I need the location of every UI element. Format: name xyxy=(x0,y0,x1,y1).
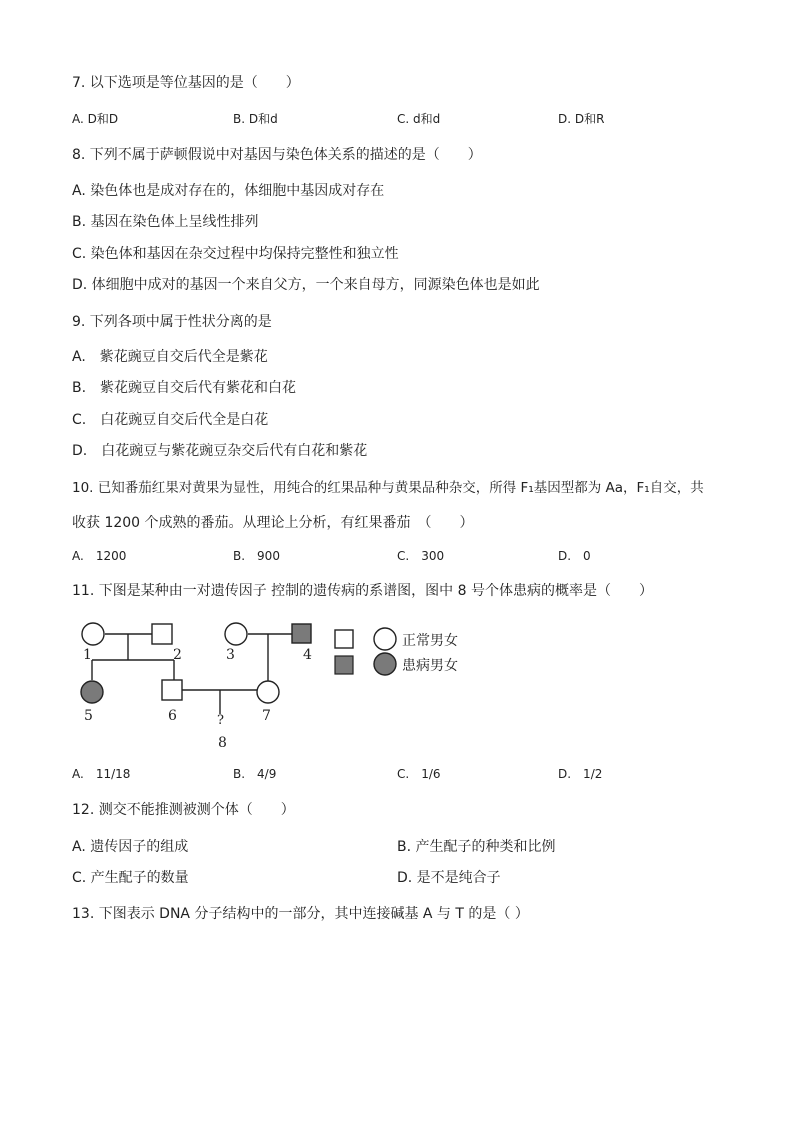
q10-option-d: D. 0 xyxy=(558,549,591,563)
legend-affected-female xyxy=(374,653,396,675)
label-8: 8 xyxy=(218,735,227,751)
q10-option-b: B. 900 xyxy=(233,549,280,563)
q8-option-c: C. 染色体和基因在杂交过程中均保持完整性和独立性 xyxy=(72,246,399,262)
q11-option-b: B. 4/9 xyxy=(233,767,277,781)
legend-normal-female xyxy=(374,628,396,650)
q11-option-c: C. 1/6 xyxy=(397,767,441,781)
individual-7-normal-female xyxy=(257,681,279,703)
individual-1-normal-female xyxy=(82,623,104,645)
label-6: 6 xyxy=(168,708,177,724)
q12-stem: 12. 测交不能推测被测个体（ ） xyxy=(72,802,295,818)
q11-option-a: A. 11/18 xyxy=(72,767,131,781)
q10-option-a: A. 1200 xyxy=(72,549,127,563)
q8-option-b: B. 基因在染色体上呈线性排列 xyxy=(72,214,259,230)
label-3: 3 xyxy=(226,647,235,663)
q9-option-a: A. 紫花豌豆自交后代全是紫花 xyxy=(72,349,268,365)
label-5: 5 xyxy=(84,708,93,724)
q7-option-c: C. d和d xyxy=(397,112,441,126)
legend-affected-male xyxy=(335,656,353,674)
q10-option-c: C. 300 xyxy=(397,549,445,563)
q9-option-d: D. 白花豌豆与紫花豌豆杂交后代有白花和紫花 xyxy=(72,443,368,459)
individual-2-normal-male xyxy=(152,624,172,644)
q7-option-a: A. D和D xyxy=(72,112,119,126)
q9-stem: 9. 下列各项中属于性状分离的是 xyxy=(72,314,272,330)
label-7: 7 xyxy=(262,708,271,724)
label-2: 2 xyxy=(173,647,182,663)
label-4: 4 xyxy=(303,647,312,663)
q7-stem: 7. 以下选项是等位基因的是（ ） xyxy=(72,75,300,91)
q10-stem-line2: 收获 1200 个成熟的番茄。从理论上分析，有红果番茄 （ ） xyxy=(72,515,474,531)
q7-option-b: B. D和d xyxy=(233,112,278,126)
q12-option-b: B. 产生配子的种类和比例 xyxy=(397,839,556,855)
q12-option-a: A. 遗传因子的组成 xyxy=(72,839,189,855)
unknown-mark: ? xyxy=(217,713,224,728)
pedigree-chart xyxy=(60,612,480,757)
individual-5-affected-female xyxy=(81,681,103,703)
q11-stem: 11. 下图是某种由一对遗传因子 控制的遗传病的系谱图，图中 8 号个体患病的概率是（ ） xyxy=(72,583,653,599)
label-1: 1 xyxy=(83,647,92,663)
individual-3-normal-female xyxy=(225,623,247,645)
q9-option-b: B. 紫花豌豆自交后代有紫花和白花 xyxy=(72,380,297,396)
q8-stem: 8. 下列不属于萨顿假说中对基因与染色体关系的描述的是（ ） xyxy=(72,147,482,163)
q13-stem: 13. 下图表示 DNA 分子结构中的一部分，其中连接碱基 A 与 T 的是（ ） xyxy=(72,906,529,922)
q9-option-c: C. 白花豌豆自交后代全是白花 xyxy=(72,412,269,428)
q7-option-d: D. D和R xyxy=(558,112,605,126)
legend-normal-male xyxy=(335,630,353,648)
q12-option-d: D. 是不是纯合子 xyxy=(397,870,501,886)
legend-affected-label: 患病男女 xyxy=(402,658,458,674)
q8-option-a: A. 染色体也是成对存在的，体细胞中基因成对存在 xyxy=(72,183,385,199)
q10-stem-line1: 10. 已知番茄红果对黄果为显性，用纯合的红果品种与黄果品种杂交，所得 F₁基因型都为 Aa，F₁自交，共 xyxy=(72,480,704,496)
q12-option-c: C. 产生配子的数量 xyxy=(72,870,189,886)
q8-option-d: D. 体细胞中成对的基因一个来自父方，一个来自母方，同源染色体也是如此 xyxy=(72,277,540,293)
individual-4-affected-male xyxy=(292,624,311,643)
legend-normal-label: 正常男女 xyxy=(402,633,458,649)
q11-option-d: D. 1/2 xyxy=(558,767,603,781)
individual-6-normal-male xyxy=(162,680,182,700)
